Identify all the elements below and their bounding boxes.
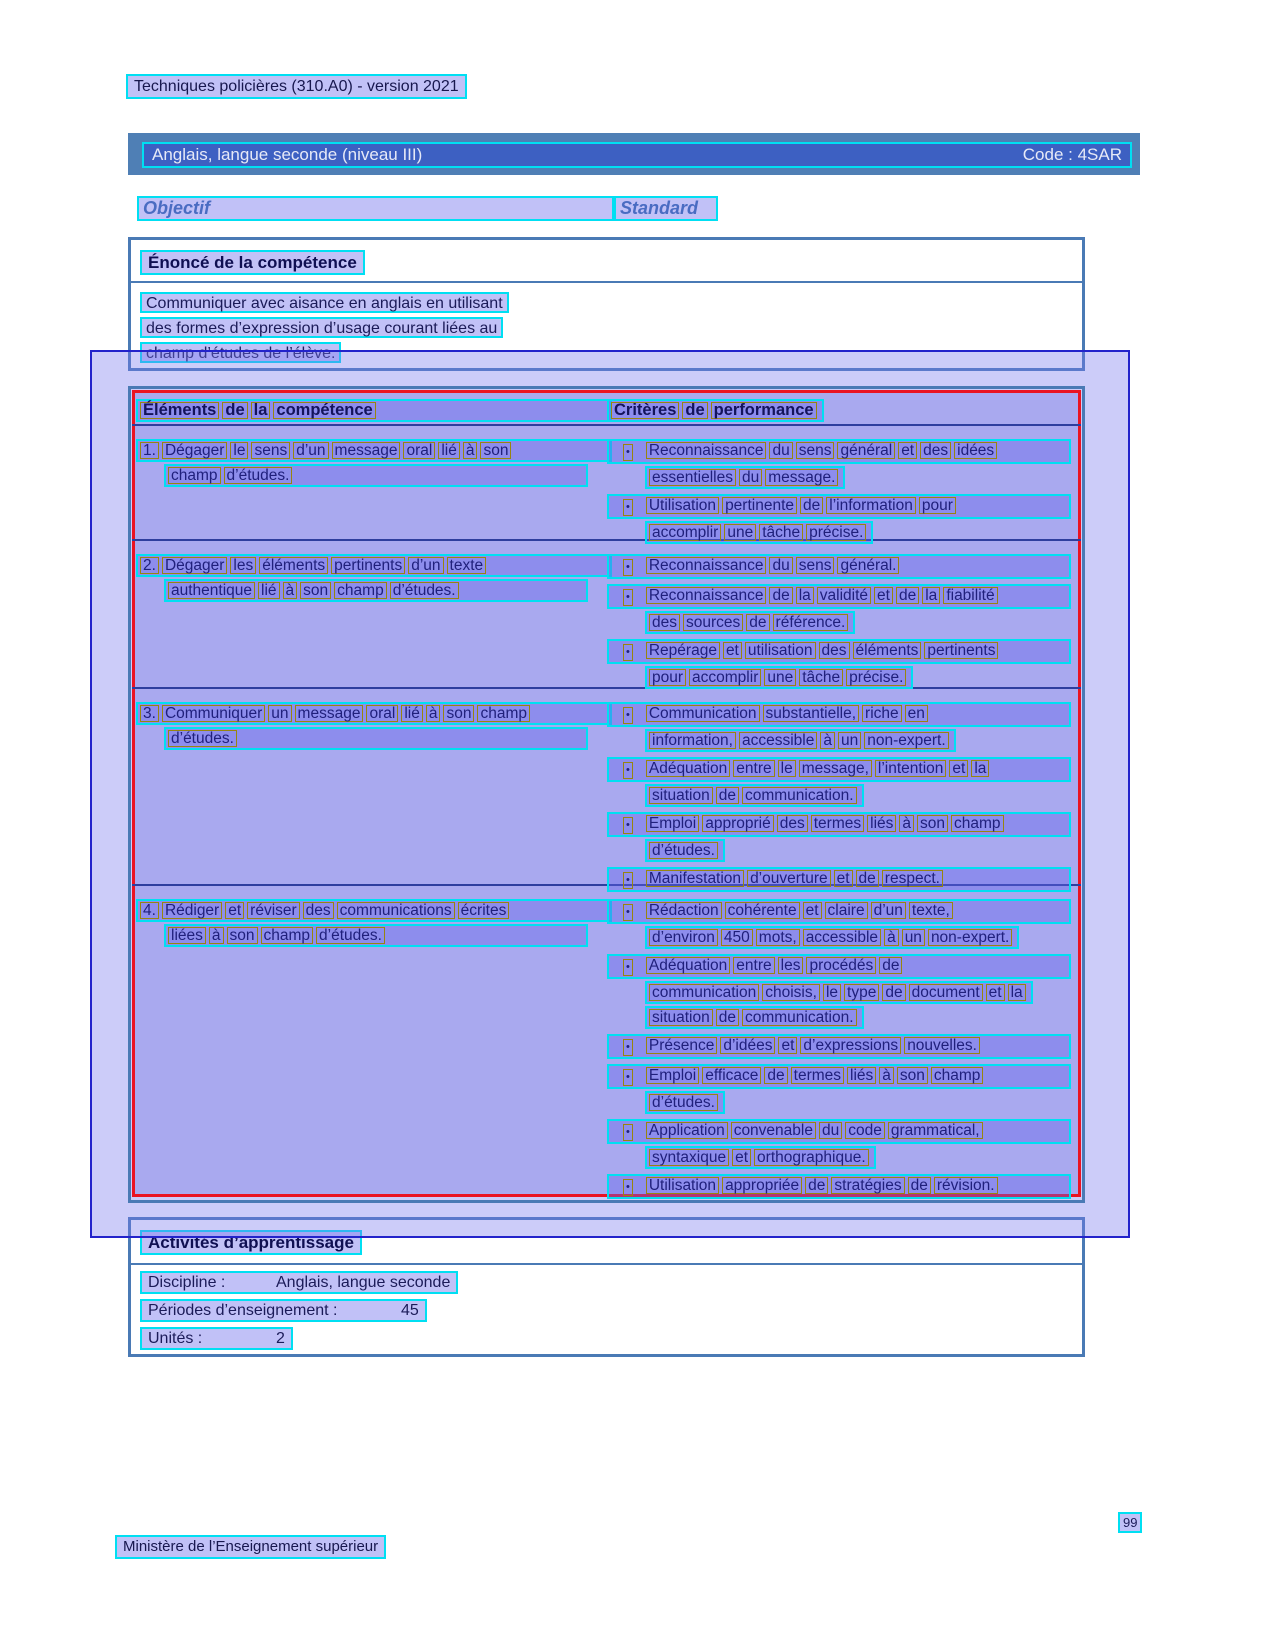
objectif-heading: Objectif [143,198,211,218]
word-box: le [230,442,248,459]
word-box: sens [796,557,835,574]
word-box: Manifestation [646,870,744,887]
word-box: et [803,902,822,919]
bullet-icon: • [623,707,633,724]
criterion-line [607,1064,1071,1089]
word-box: Emploi [646,1067,699,1084]
enonce-line: Communiquer avec aisance en anglais en utilisant [140,292,509,313]
word-box: choisis, [762,984,820,1001]
activites-fields [140,1271,458,1355]
word-box: en [905,705,928,722]
word-box: de [769,587,792,604]
word-box: champ [334,582,387,599]
criteria-cell [600,541,1081,691]
criterion-line [607,439,1071,464]
word-box: Communication [646,705,760,722]
word-box: Dégager [162,442,227,459]
word-box: champ [477,705,530,722]
element-line [136,702,612,725]
word-box: Application [646,1122,728,1139]
word-box: type [844,984,879,1001]
table-header-criteria [607,399,824,422]
word-box: champ [168,467,221,484]
word-box: d’un [408,557,443,574]
element-line [164,464,588,487]
word-box: Communiquer [162,705,265,722]
word-box: accessible [739,732,817,749]
word-box: substantielle, [763,705,859,722]
word-box: de [879,957,902,974]
element-line [164,924,588,947]
word-box: entre [733,957,774,974]
word-box: l’information [826,497,916,514]
word-box: Reconnaissance [646,557,767,574]
word-box: Reconnaissance [646,442,767,459]
element-line [136,899,612,922]
word-box: et [874,587,893,604]
word-box: d’études. [649,842,718,859]
word-box: les [778,957,804,974]
word-box: éléments [259,557,328,574]
word-box: une [724,524,756,541]
word-box: 2. [140,557,159,574]
criterion-line [607,584,1071,609]
word-box: message [332,442,401,459]
word-box: document [909,984,983,1001]
word-box: général [837,442,895,459]
word-box: de [896,587,919,604]
element-cell [132,689,600,894]
word-box: orthographique. [754,1149,869,1166]
word-box: réviser [247,902,300,919]
bullet-icon: • [623,762,633,779]
word-box: Dégager [162,557,227,574]
activites-heading: Activités d’apprentissage [140,1230,362,1255]
bullet-icon: • [623,559,633,576]
word-box: pour [649,669,686,686]
word-box: son [300,582,331,599]
competence-table [128,386,1085,1203]
word-box: de [856,870,879,887]
table-header-right-cell [600,390,1081,424]
word-box: un [838,732,861,749]
word-box: grammatical, [888,1122,983,1139]
discipline-field [140,1271,458,1294]
word-box: de [746,614,769,631]
word-box: des [920,442,951,459]
word-box: oral [366,705,398,722]
criterion-line [607,757,1071,782]
criterion-line [645,839,725,862]
word-box: performance [711,402,817,419]
standard-heading: Standard [620,198,699,218]
word-box: un [902,929,925,946]
periodes-label: Périodes d’enseignement : [148,1302,338,1319]
word-box: idées [954,442,997,459]
word-box: son [443,705,474,722]
criterion-line [607,554,1071,579]
word-box: tâche [759,524,803,541]
word-box: de [764,1067,787,1084]
word-box: l’intention [875,760,947,777]
word-box: à [463,442,478,459]
criterion-line [645,784,864,807]
word-box: et [898,442,917,459]
unites-field [140,1327,293,1350]
activites-box [128,1217,1085,1357]
criterion-line [645,466,845,489]
word-box: général. [837,557,899,574]
table-header-row [132,390,1081,426]
table-row [132,426,1081,541]
word-box: et [986,984,1005,1001]
criterion-line [607,812,1071,837]
word-box: d’études. [649,1094,718,1111]
criterion-line [645,666,913,689]
word-box: tâche [799,669,843,686]
word-box: à [879,1067,894,1084]
word-box: liées [168,927,206,944]
word-box: convenable [731,1122,816,1139]
word-box: Rédiger [162,902,222,919]
word-box: de [682,402,707,419]
activites-divider [131,1263,1082,1265]
word-box: de [800,497,823,514]
table-header-left-cell [132,390,600,424]
bullet-icon: • [623,1039,633,1056]
word-box: lié [401,705,423,722]
word-box: termes [811,815,864,832]
word-box: pertinents [924,642,998,659]
word-box: d’études. [390,582,459,599]
criterion-line [645,1006,864,1029]
word-box: accomplir [689,669,761,686]
word-box: d’études. [224,467,293,484]
word-box: texte [447,557,487,574]
document-header: Techniques policières (310.A0) - version 2021 [126,74,467,99]
criterion-line [607,954,1071,979]
element-line [164,727,588,750]
word-box: une [764,669,796,686]
word-box: d’études. [316,927,385,944]
word-box: la [971,760,989,777]
word-box: message. [765,469,838,486]
word-box: à [820,732,835,749]
word-box: procédés [806,957,876,974]
word-box: et [732,1149,751,1166]
bullet-icon: • [623,644,633,661]
word-box: les [230,557,256,574]
word-box: et [834,870,853,887]
periodes-value: 45 [401,1302,419,1319]
word-box: communication. [742,787,857,804]
word-box: des [777,815,808,832]
word-box: appropriée [722,1177,802,1194]
word-box: authentique [168,582,255,599]
word-box: 4. [140,902,159,919]
word-box: d’études. [168,730,237,747]
word-box: stratégies [831,1177,904,1194]
word-box: 1. [140,442,159,459]
word-box: éléments [853,642,922,659]
word-box: à [884,929,899,946]
criterion-line [607,1034,1071,1059]
word-box: Adéquation [646,957,730,974]
criteria-cell [600,689,1081,894]
word-box: communication [649,984,759,1001]
word-box: du [769,557,792,574]
word-box: et [225,902,244,919]
bullet-icon: • [623,904,633,921]
objectif-heading-box [137,196,614,221]
word-box: champ [261,927,314,944]
word-box: message [295,705,364,722]
table-row [132,886,1081,1201]
word-box: Éléments [140,402,219,419]
element-cell [132,541,600,691]
table-row [132,541,1081,689]
course-title: Anglais, langue seconde (niveau III) [152,145,423,164]
word-box: 3. [140,705,159,722]
word-box: des [819,642,850,659]
word-box: pertinente [722,497,797,514]
word-box: oral [403,442,435,459]
criterion-line [607,1174,1071,1199]
word-box: à [209,927,224,944]
table-grid [132,390,1081,1199]
unites-value: 2 [276,1330,285,1347]
periodes-field [140,1299,427,1322]
bullet-icon: • [623,1124,633,1141]
word-box: lié [438,442,460,459]
word-box: d’environ [649,929,718,946]
element-cell [132,886,600,1201]
word-box: liés [847,1067,876,1084]
bullet-icon: • [623,444,633,461]
word-box: le [823,984,841,1001]
word-box: riche [862,705,902,722]
word-box: essentielles [649,469,736,486]
word-box: fiabilité [943,587,997,604]
table-row [132,689,1081,886]
bullet-icon: • [623,817,633,834]
enonce-line: des formes d’expression d’usage courant liées au [140,317,503,338]
word-box: écrites [458,902,510,919]
word-box: référence. [773,614,849,631]
word-box: communications [337,902,455,919]
word-box: champ [931,1067,984,1084]
word-box: cohérente [725,902,800,919]
criteria-cell [600,886,1081,1201]
word-box: Emploi [646,815,699,832]
word-box: syntaxique [649,1149,729,1166]
word-box: non-expert. [864,732,948,749]
bullet-icon: • [623,1069,633,1086]
enonce-heading: Énoncé de la compétence [140,250,365,275]
word-box: de [716,1009,739,1026]
element-line [164,579,588,602]
word-box: texte, [909,902,953,919]
word-box: accessible [803,929,881,946]
discipline-value: Anglais, langue seconde [276,1274,451,1291]
word-box: de [716,787,739,804]
word-box: lié [258,582,280,599]
bullet-icon: • [623,959,633,976]
course-title-bar [128,133,1140,175]
word-box: d’un [293,442,328,459]
criterion-line [645,611,855,634]
word-box: situation [649,787,713,804]
word-box: son [897,1067,928,1084]
enonce-paragraph [140,292,509,367]
word-box: de [222,402,247,419]
criteria-cell [600,426,1081,546]
word-box: la [251,402,271,419]
word-box: liés [867,815,896,832]
word-box: à [283,582,298,599]
word-box: approprié [702,815,774,832]
word-box: efficace [702,1067,761,1084]
word-box: un [268,705,291,722]
word-box: le [778,760,796,777]
criterion-line [645,729,956,752]
discipline-label: Discipline : [148,1274,226,1291]
criterion-line [607,899,1071,924]
word-box: précise. [846,669,906,686]
word-box: son [480,442,511,459]
word-box: communication. [742,1009,857,1026]
criterion-line [645,1091,725,1114]
word-box: Critères [611,402,679,419]
word-box: compétence [273,402,375,419]
word-box: précise. [806,524,866,541]
word-box: Repérage [646,642,720,659]
word-box: Utilisation [646,497,719,514]
criterion-line [645,926,1019,949]
word-box: pertinents [331,557,405,574]
word-box: son [917,815,948,832]
word-box: la [922,587,940,604]
page-number: 99 [1118,1512,1142,1533]
enonce-divider [131,281,1082,283]
word-box: pour [919,497,956,514]
bullet-icon: • [623,589,633,606]
word-box: de [908,1177,931,1194]
word-box: claire [825,902,868,919]
criterion-line [607,1119,1071,1144]
criterion-line [645,981,1033,1004]
bullet-icon: • [623,499,633,516]
word-box: à [899,815,914,832]
enonce-line: champ d’études de l’élève. [140,342,341,363]
word-box: du [819,1122,842,1139]
word-box: 450 [721,929,753,946]
word-box: code [845,1122,885,1139]
word-box: révision. [934,1177,998,1194]
word-box: Adéquation [646,760,730,777]
word-box: entre [733,760,774,777]
word-box: d’un [871,902,906,919]
unites-label: Unités : [148,1330,203,1347]
element-line [136,554,612,577]
criterion-line [607,639,1071,664]
word-box: la [796,587,814,604]
standard-heading-box [614,196,718,221]
word-box: des [649,614,680,631]
word-box: mots, [756,929,800,946]
element-line [136,439,612,462]
course-code: Code : 4SAR [1022,145,1122,164]
word-box: termes [791,1067,844,1084]
word-box: de [805,1177,828,1194]
course-title-line-box [142,142,1132,168]
word-box: non-expert. [928,929,1012,946]
word-box: du [769,442,792,459]
word-box: Reconnaissance [646,587,767,604]
word-box: utilisation [745,642,816,659]
word-box: Utilisation [646,1177,719,1194]
bullet-icon: • [623,1179,633,1196]
word-box: du [739,469,762,486]
word-box: nouvelles. [904,1037,980,1054]
word-box: champ [951,815,1004,832]
bullet-icon: • [623,872,633,889]
word-box: respect. [882,870,943,887]
table-header-elements [136,399,612,422]
criterion-line [607,702,1071,727]
word-box: son [227,927,258,944]
word-box: à [426,705,441,722]
element-cell [132,426,600,546]
word-box: Rédaction [646,902,722,919]
document-footer: Ministère de l’Enseignement supérieur [115,1535,386,1559]
criterion-line [645,1146,876,1169]
word-box: sens [251,442,290,459]
word-box: d’ouverture [747,870,831,887]
word-box: information, [649,732,736,749]
word-box: Présence [646,1037,717,1054]
word-box: des [303,902,334,919]
word-box: d’idées [720,1037,775,1054]
word-box: sens [796,442,835,459]
word-box: validité [817,587,871,604]
word-box: et [949,760,968,777]
criterion-line [607,494,1071,519]
word-box: la [1008,984,1026,1001]
word-box: et [778,1037,797,1054]
word-box: message, [799,760,872,777]
word-box: de [882,984,905,1001]
word-box: situation [649,1009,713,1026]
word-box: et [723,642,742,659]
word-box: accomplir [649,524,721,541]
enonce-box [128,237,1085,371]
objectif-standard-band [137,196,718,221]
word-box: sources [683,614,743,631]
word-box: d’expressions [800,1037,901,1054]
